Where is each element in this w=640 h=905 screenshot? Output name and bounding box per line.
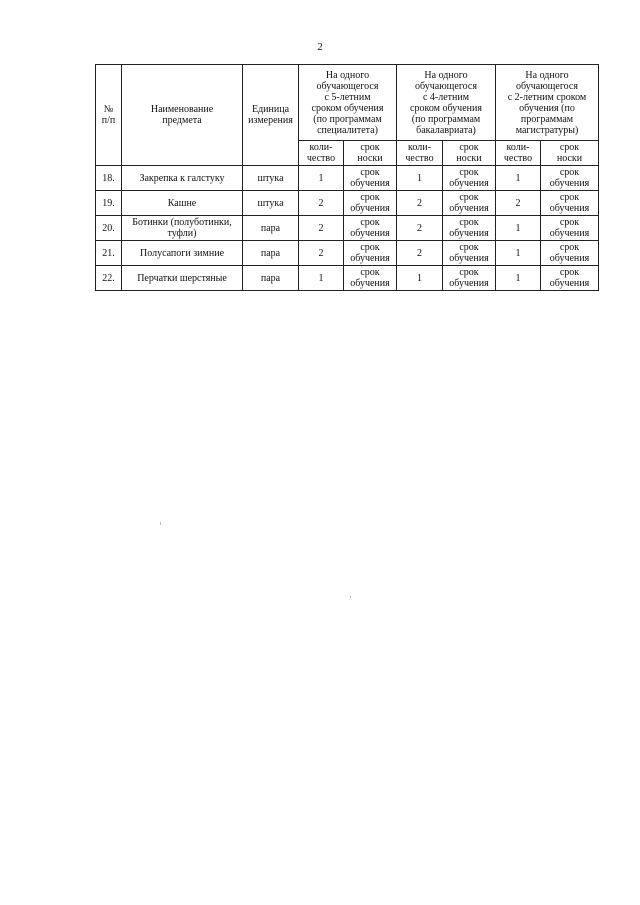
header-group-master: На одного обучающегося с 2-летним сроком обучения (по программам магистратуры) xyxy=(496,65,599,141)
term-master: срок обучения xyxy=(541,166,599,191)
subheader-quantity: коли- чество xyxy=(397,141,443,166)
item-unit: пара xyxy=(243,266,299,291)
term-specialist: срок обучения xyxy=(344,241,397,266)
page-number: 2 xyxy=(317,41,323,53)
term-master: срок обучения xyxy=(541,266,599,291)
quantity-master: 1 xyxy=(496,241,541,266)
scan-speck xyxy=(160,522,161,525)
term-bachelor: срок обучения xyxy=(443,216,496,241)
quantity-master: 1 xyxy=(496,166,541,191)
term-specialist: срок обучения xyxy=(344,216,397,241)
row-number: 18. xyxy=(96,166,122,191)
term-specialist: срок обучения xyxy=(344,191,397,216)
term-bachelor: срок обучения xyxy=(443,166,496,191)
term-bachelor: срок обучения xyxy=(443,241,496,266)
row-number: 21. xyxy=(96,241,122,266)
table-row xyxy=(96,191,599,216)
quantity-master: 2 xyxy=(496,191,541,216)
norms-table xyxy=(95,64,599,291)
table-row xyxy=(96,266,599,291)
term-master: срок обучения xyxy=(541,216,599,241)
quantity-bachelor: 2 xyxy=(397,191,443,216)
item-name: Закрепка к галстуку xyxy=(122,166,243,191)
term-master: срок обучения xyxy=(541,241,599,266)
subheader-quantity: коли- чество xyxy=(496,141,541,166)
item-unit: пара xyxy=(243,216,299,241)
subheader-term: срок носки xyxy=(344,141,397,166)
header-number: № п/п xyxy=(96,65,122,166)
item-unit: штука xyxy=(243,191,299,216)
item-unit: штука xyxy=(243,166,299,191)
quantity-specialist: 2 xyxy=(299,241,344,266)
term-master: срок обучения xyxy=(541,191,599,216)
table-row xyxy=(96,216,599,241)
scan-speck xyxy=(350,596,351,598)
header-group-specialist: На одного обучающегося с 5-летним сроком обучения (по программам специалитета) xyxy=(299,65,397,141)
quantity-master: 1 xyxy=(496,216,541,241)
header-name: Наименование предмета xyxy=(122,65,243,166)
term-bachelor: срок обучения xyxy=(443,191,496,216)
subheader-term: срок носки xyxy=(541,141,599,166)
header-group-bachelor: На одного обучающегося с 4-летним сроком обучения (по программам бакалавриата) xyxy=(397,65,496,141)
quantity-master: 1 xyxy=(496,266,541,291)
subheader-term: срок носки xyxy=(443,141,496,166)
row-number: 22. xyxy=(96,266,122,291)
quantity-bachelor: 2 xyxy=(397,216,443,241)
quantity-specialist: 2 xyxy=(299,191,344,216)
item-name: Кашне xyxy=(122,191,243,216)
quantity-bachelor: 2 xyxy=(397,241,443,266)
item-name: Полусапоги зимние xyxy=(122,241,243,266)
table-row xyxy=(96,166,599,191)
item-name: Ботинки (полуботинки, туфли) xyxy=(122,216,243,241)
item-unit: пара xyxy=(243,241,299,266)
quantity-bachelor: 1 xyxy=(397,266,443,291)
header-unit: Единица измерения xyxy=(243,65,299,166)
quantity-specialist: 1 xyxy=(299,266,344,291)
quantity-specialist: 1 xyxy=(299,166,344,191)
subheader-quantity: коли- чество xyxy=(299,141,344,166)
term-specialist: срок обучения xyxy=(344,166,397,191)
row-number: 20. xyxy=(96,216,122,241)
quantity-specialist: 2 xyxy=(299,216,344,241)
term-bachelor: срок обучения xyxy=(443,266,496,291)
row-number: 19. xyxy=(96,191,122,216)
item-name: Перчатки шерстяные xyxy=(122,266,243,291)
quantity-bachelor: 1 xyxy=(397,166,443,191)
term-specialist: срок обучения xyxy=(344,266,397,291)
table-row xyxy=(96,241,599,266)
